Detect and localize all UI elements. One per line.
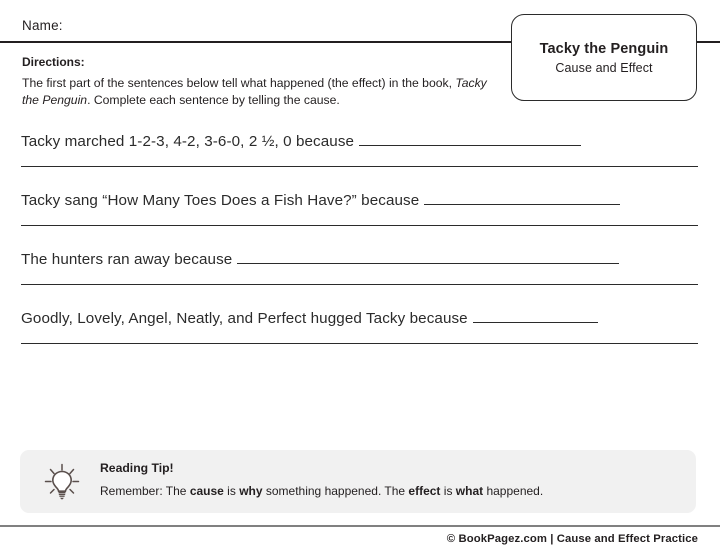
- answer-line[interactable]: [21, 342, 698, 344]
- question-prompt: The hunters ran away because: [21, 251, 233, 268]
- question-prompt: Tacky marched 1-2-3, 4-2, 3-6-0, 2 ½, 0 because: [21, 133, 355, 150]
- question-item: [21, 132, 699, 167]
- worksheet-title-box: [511, 14, 697, 101]
- reading-tip-keyword: why: [239, 484, 263, 498]
- directions-text-part-2: . Complete each sentence by telling the cause.: [87, 92, 340, 107]
- reading-tip-keyword: cause: [189, 484, 224, 498]
- skill-subtitle: Cause and Effect: [555, 60, 653, 75]
- directions-block: [22, 55, 492, 108]
- question-item: [21, 309, 699, 344]
- reading-tip-text: Remember: The: [100, 484, 190, 498]
- question-prompt: Tacky sang “How Many Toes Does a Fish Have?” because: [21, 192, 420, 209]
- footer-credit: © BookPagez.com | Cause and Effect Practice: [446, 533, 698, 545]
- answer-line[interactable]: [21, 283, 698, 285]
- reading-tip-keyword: effect: [408, 484, 441, 498]
- name-label: Name:: [22, 18, 63, 33]
- question-line: [21, 132, 699, 152]
- reading-tip-keyword: what: [455, 484, 484, 498]
- answer-blank[interactable]: [424, 191, 620, 205]
- reading-tip-body: [100, 484, 682, 499]
- question-item: [21, 250, 699, 285]
- reading-tip-box: [20, 450, 696, 513]
- answer-blank[interactable]: [473, 309, 598, 323]
- reading-tip-content: [100, 461, 682, 499]
- reading-tip-text: something happened. The: [262, 484, 409, 498]
- directions-text-part-1: The first part of the sentences below tell what happened (the effect) in the book,: [22, 76, 456, 90]
- directions-book-title: Tacky the Penguin: [22, 76, 487, 107]
- reading-tip-text: is: [223, 484, 240, 498]
- lightbulb-icon: [42, 462, 82, 502]
- answer-blank[interactable]: [359, 132, 581, 146]
- reading-tip-text: is: [440, 484, 456, 498]
- reading-tip-text: happened.: [483, 484, 544, 498]
- directions-label: Directions:: [22, 55, 85, 69]
- question-item: [21, 191, 699, 226]
- question-line: [21, 309, 699, 329]
- question-prompt: Goodly, Lovely, Angel, Neatly, and Perfect hugged Tacky because: [21, 310, 468, 327]
- question-line: [21, 191, 699, 211]
- footer-divider: [0, 525, 720, 527]
- question-line: [21, 250, 699, 270]
- questions-list: [21, 132, 699, 368]
- directions-text: [22, 75, 492, 108]
- answer-blank[interactable]: [237, 250, 619, 264]
- reading-tip-title: Reading Tip!: [100, 461, 174, 475]
- book-title: Tacky the Penguin: [539, 40, 669, 57]
- answer-line[interactable]: [21, 224, 698, 226]
- answer-line[interactable]: [21, 165, 698, 167]
